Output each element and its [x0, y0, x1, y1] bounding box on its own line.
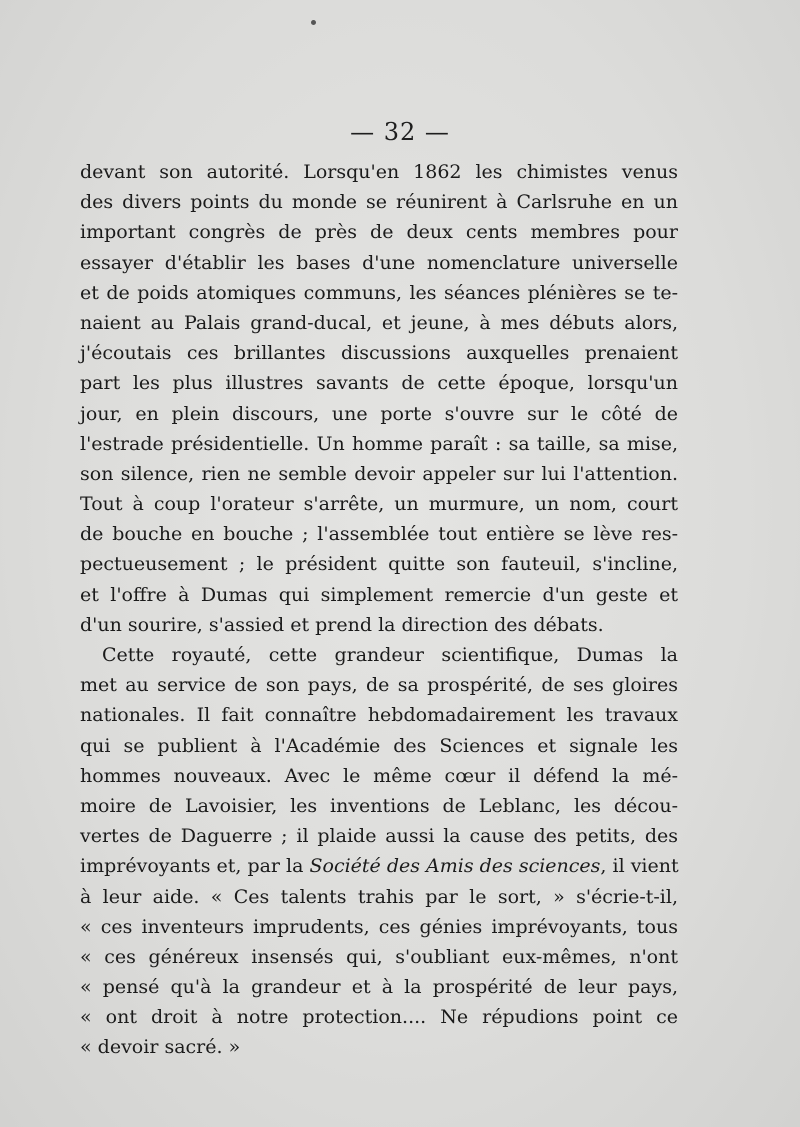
text-line	[80, 519, 678, 549]
text-line	[80, 700, 678, 730]
text-line	[80, 248, 678, 278]
text-line	[80, 882, 678, 912]
text-line	[80, 459, 678, 489]
text-line	[80, 580, 678, 610]
body-text	[80, 157, 678, 1063]
text-segment: à leur aide. « Ces talents trahis par le sort, » s'écrie-t-il,	[80, 885, 678, 908]
text-line	[80, 308, 678, 338]
text-segment: Cette royauté, cette grandeur scientifique, Dumas la	[102, 644, 678, 666]
text-line	[80, 791, 678, 821]
text-line	[80, 670, 678, 700]
text-segment: et l'offre à Dumas qui simplement remercie d'un geste et	[80, 583, 678, 606]
text-line	[80, 761, 678, 791]
text-line	[80, 399, 678, 429]
text-segment: l'estrade présidentielle. Un homme paraît : sa taille, sa mise,	[80, 432, 678, 455]
text-segment: pectueusement ; le président quitte son fauteuil, s'incline,	[80, 553, 678, 576]
text-segment: imprévoyants et, par la	[80, 855, 310, 878]
text-line	[80, 338, 678, 368]
text-segment: moire de Lavoisier, les inventions de Leblanc, les décou-	[80, 794, 678, 817]
text-line	[80, 489, 678, 519]
text-line	[80, 1032, 678, 1062]
text-segment: qui se publient à l'Académie des Sciences et signale les	[80, 734, 678, 757]
text-segment: important congrès de près de deux cents membres pour	[80, 221, 678, 244]
italic-title: Société des Amis des sciences	[309, 855, 601, 878]
text-line	[80, 549, 678, 579]
text-segment: « devoir sacré. »	[80, 1036, 241, 1059]
text-segment: nationales. Il fait connaître hebdomadairement les travaux	[80, 704, 678, 727]
text-line	[80, 640, 678, 670]
text-segment: part les plus illustres savants de cette époque, lorsqu'un	[80, 372, 678, 395]
text-line	[80, 157, 678, 187]
text-segment: naient au Palais grand-ducal, et jeune, à mes débuts alors,	[80, 311, 678, 334]
text-line	[80, 278, 678, 308]
text-line	[80, 429, 678, 459]
text-segment: « ces généreux insensés qui, s'oubliant eux-mêmes, n'ont	[80, 945, 678, 968]
text-line	[80, 912, 678, 942]
text-segment: essayer d'établir les bases d'une nomenclature universelle	[80, 251, 678, 274]
text-segment: de bouche en bouche ; l'assemblée tout entière se lève res-	[80, 523, 678, 546]
text-segment: hommes nouveaux. Avec le même cœur il défend la mé-	[80, 764, 678, 787]
text-line	[80, 610, 678, 640]
text-line	[80, 851, 678, 881]
text-segment: son silence, rien ne semble devoir appeler sur lui l'attention.	[80, 462, 678, 485]
text-line	[80, 368, 678, 398]
text-segment: des divers points du monde se réunirent à Carlsruhe en un	[80, 191, 678, 214]
text-line	[80, 1002, 678, 1032]
text-line	[80, 731, 678, 761]
text-segment: vertes de Daguerre ; il plaide aussi la cause des petits, des	[80, 825, 678, 848]
text-segment: met au service de son pays, de sa prospérité, de ses gloires	[80, 674, 678, 697]
text-segment: d'un sourire, s'assied et prend la direction des débats.	[80, 613, 604, 636]
text-segment: jour, en plein discours, une porte s'ouvre sur le côté de	[80, 402, 678, 425]
page-number: — 32 —	[350, 118, 450, 146]
text-segment: et de poids atomiques communs, les séances plénières se te-	[80, 281, 678, 304]
text-segment: « ces inventeurs imprudents, ces génies imprévoyants, tous	[80, 915, 678, 938]
text-line	[80, 217, 678, 247]
text-line	[80, 972, 678, 1002]
text-segment: « ont droit à notre protection.... Ne répudions point ce	[80, 1006, 678, 1029]
text-line	[80, 187, 678, 217]
ink-speck	[311, 20, 316, 25]
text-segment: Tout à coup l'orateur s'arrête, un murmure, un nom, court	[80, 493, 678, 516]
text-line	[80, 821, 678, 851]
text-line	[80, 942, 678, 972]
text-segment: « pensé qu'à la grandeur et à la prospérité de leur pays,	[80, 976, 678, 999]
text-segment: , il vient	[600, 855, 679, 878]
text-segment: j'écoutais ces brillantes discussions auxquelles prenaient	[80, 342, 678, 365]
text-segment: devant son autorité. Lorsqu'en 1862 les chimistes venus	[80, 161, 678, 183]
